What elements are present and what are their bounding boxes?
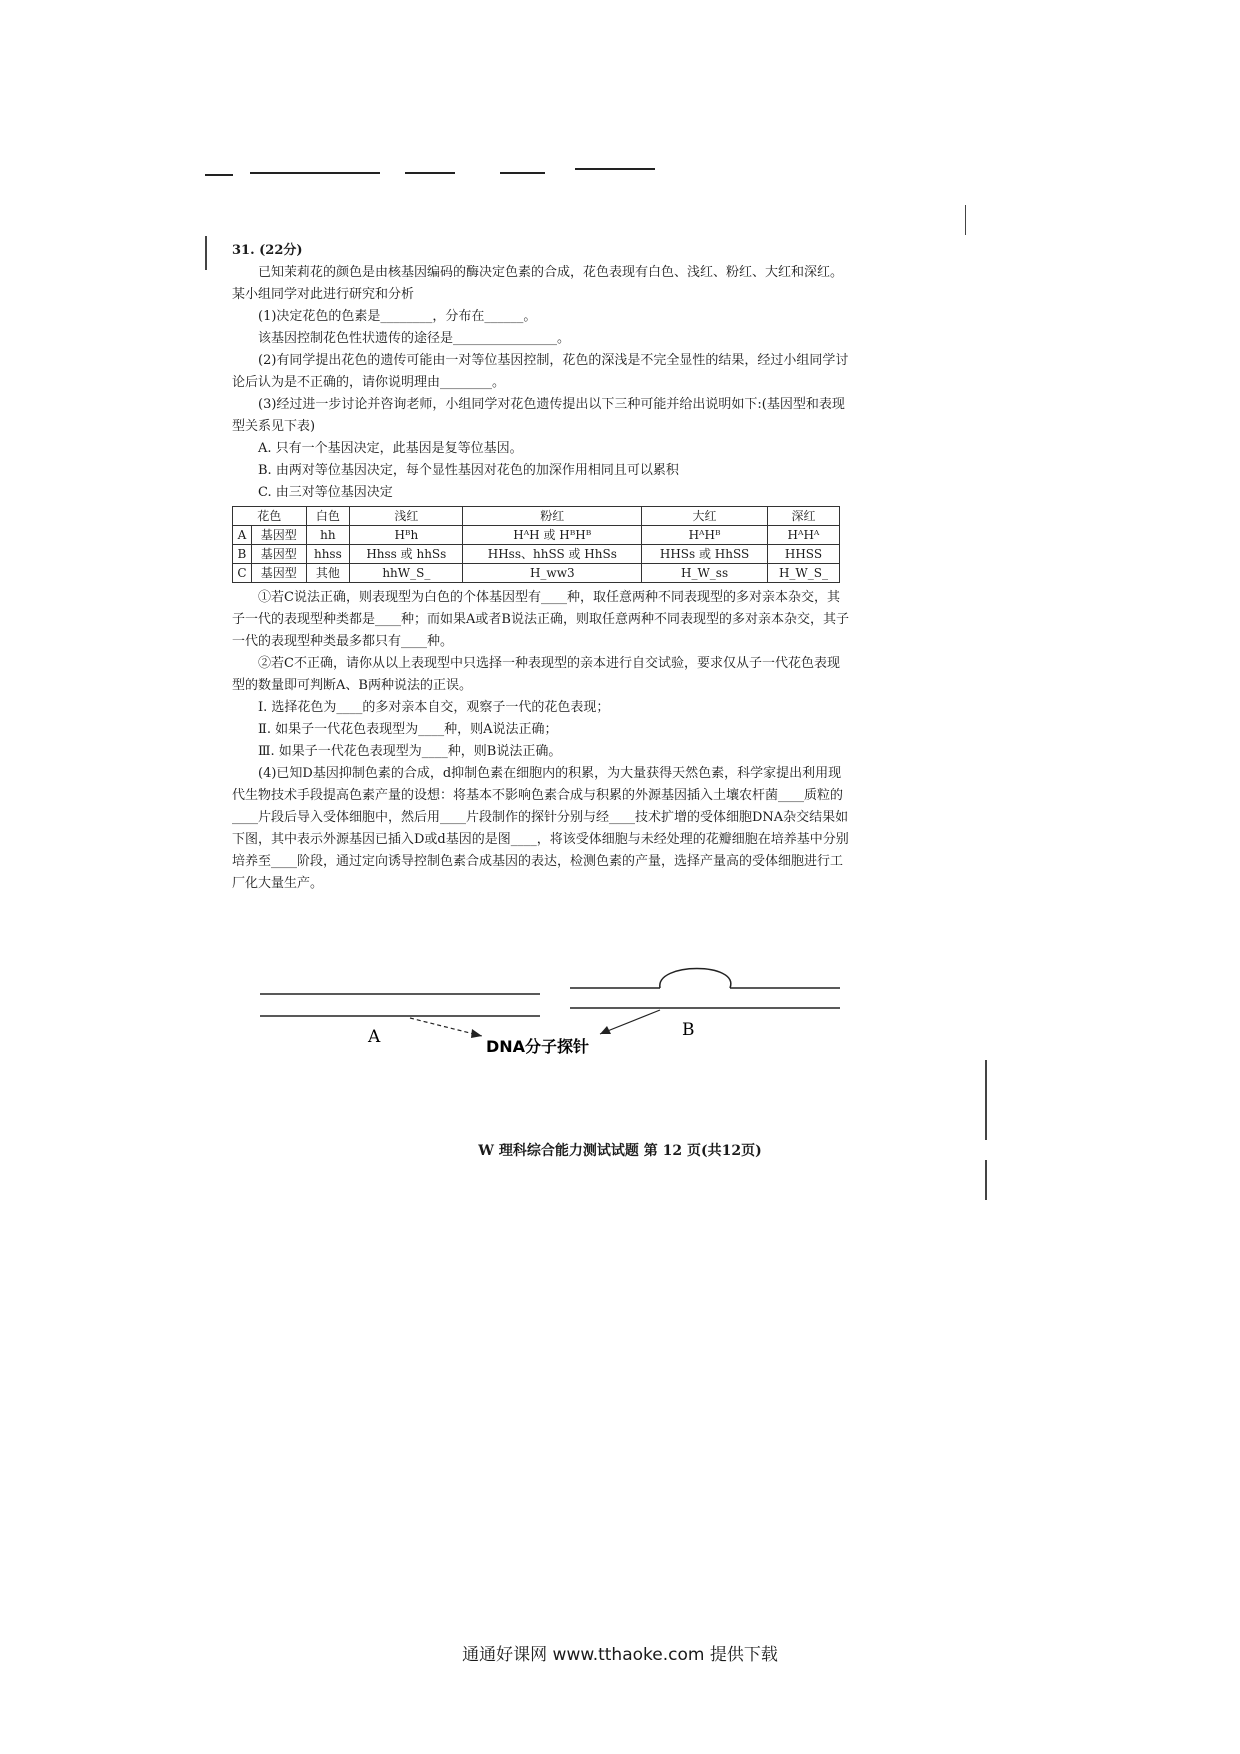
part-4: (4)已知D基因抑制色素的合成，d抑制色素在细胞内的积累，为大量获得天然色素，科学家提出利用现代生物技术手段提高色素产量的设想：将基本不影响色素合成与积累的外源基因插入土壤农杆菌____质粒的____片段后导入受体细胞中，然后用____片段制作的探针分别与经____技术扩增的受体细胞DNA杂交结果如下图，其中表示外源基因已插入D或d基因的是图____，将该受体细胞与未经处理的花瓣细胞在培养基中分别培养至____阶段，通过定向诱导控制色素合成基因的表达，检测色素的产量，选择产量高的受体细胞进行工厂化大量生产。 bbox=[232, 766, 849, 891]
table-row bbox=[233, 545, 840, 564]
option-c: C. 由三对等位基因决定 bbox=[258, 485, 393, 500]
scan-mark-right-2 bbox=[985, 1060, 987, 1140]
sub-question-2-iii: Ⅲ. 如果子一代花色表现型为____种，则B说法正确。 bbox=[258, 744, 562, 759]
probe-arrow-a bbox=[410, 1018, 482, 1036]
table-cell: 其他 bbox=[306, 564, 350, 583]
table-cell: B bbox=[233, 545, 252, 564]
option-b: B. 由两对等位基因决定，每个显性基因对花色的加深作用相同且可以累积 bbox=[258, 463, 679, 478]
scan-mark-top-5 bbox=[575, 168, 655, 170]
sub-question-1: ①若C说法正确，则表现型为白色的个体基因型有____种，取任意两种不同表现型的多对亲本杂交，其子一代的表现型种类都是____种；而如果A或者B说法正确，则取任意两种不同表现型的多对亲本杂交，其子一代的表现型种类最多都只有____种。 bbox=[232, 590, 849, 649]
table-cell: C bbox=[233, 564, 252, 583]
table-cell: hhss bbox=[306, 545, 350, 564]
label-a: A bbox=[368, 1027, 381, 1047]
site-credit: 通通好课网 www.tthaoke.com 提供下载 bbox=[462, 1645, 778, 1665]
table-cell: 基因型 bbox=[251, 564, 306, 583]
scan-mark-right-1 bbox=[965, 205, 966, 235]
scan-mark-top-1 bbox=[205, 174, 233, 176]
part-1a: (1)决定花色的色素是________，分布在______。 bbox=[258, 309, 537, 324]
probe-arrowhead-a bbox=[471, 1029, 482, 1038]
table-cell: Hhss 或 hhSs bbox=[350, 545, 463, 564]
table-cell: 基因型 bbox=[251, 545, 306, 564]
sub-question-2-ii: Ⅱ. 如果子一代花色表现型为____种，则A说法正确； bbox=[258, 722, 558, 737]
part-1b: 该基因控制花色性状遗传的途径是________________。 bbox=[258, 331, 571, 346]
scan-mark-right-3 bbox=[985, 1160, 987, 1200]
table-header-cell: 大红 bbox=[642, 507, 768, 526]
probe-label: DNA分子探针 bbox=[486, 1037, 590, 1056]
dna-b-loop bbox=[660, 969, 731, 989]
table-header-cell: 花色 bbox=[233, 507, 307, 526]
dna-probe-diagram bbox=[250, 960, 870, 1070]
question-31 bbox=[232, 240, 852, 895]
table-header-cell: 粉红 bbox=[463, 507, 642, 526]
scan-mark-top-3 bbox=[405, 172, 455, 174]
part-3: (3)经过进一步讨论并咨询老师，小组同学对花色遗传提出以下三种可能并给出说明如下:(基因型和表现型关系见下表) bbox=[232, 397, 845, 434]
table-cell: 基因型 bbox=[251, 526, 306, 545]
table-cell: H_W_ss bbox=[642, 564, 768, 583]
table-cell: H_ww3 bbox=[463, 564, 642, 583]
sub-question-2-i: Ⅰ. 选择花色为____的多对亲本自交，观察子一代的花色表现； bbox=[258, 700, 610, 715]
table-cell: HᴬHᴮ bbox=[642, 526, 768, 545]
table-cell: hhW_S_ bbox=[350, 564, 463, 583]
table-cell: A bbox=[233, 526, 252, 545]
diagram-svg bbox=[250, 960, 870, 1070]
sub-question-2: ②若C不正确，请你从以上表现型中只选择一种表现型的亲本进行自交试验，要求仅从子一代花色表现型的数量即可判断A、B两种说法的正误。 bbox=[232, 656, 840, 693]
table-cell: HᴬHᴬ bbox=[767, 526, 839, 545]
table-header-cell: 白色 bbox=[306, 507, 350, 526]
table-header-cell: 浅红 bbox=[350, 507, 463, 526]
table-cell: Hᴮh bbox=[350, 526, 463, 545]
option-a: A. 只有一个基因决定，此基因是复等位基因。 bbox=[258, 441, 523, 456]
scan-mark-top-4 bbox=[500, 172, 545, 174]
genotype-table bbox=[232, 506, 840, 583]
page-footer: W 理科综合能力测试试题 第 12 页(共12页) bbox=[478, 1143, 762, 1159]
table-cell: hh bbox=[306, 526, 350, 545]
table-cell: HᴬH 或 HᴮHᴮ bbox=[463, 526, 642, 545]
table-header-cell: 深红 bbox=[767, 507, 839, 526]
scan-mark-top-2 bbox=[250, 172, 380, 174]
table-header-row bbox=[233, 507, 840, 526]
table-cell: HHSs 或 HhSS bbox=[642, 545, 768, 564]
question-intro: 已知茉莉花的颜色是由核基因编码的酶决定色素的合成，花色表现有白色、浅红、粉红、大红和深红。某小组同学对此进行研究和分析 bbox=[232, 265, 844, 302]
table-row bbox=[233, 526, 840, 545]
table-row bbox=[233, 564, 840, 583]
label-b: B bbox=[682, 1020, 695, 1040]
table-cell: HHSS bbox=[767, 545, 839, 564]
table-cell: HHss、hhSS 或 HhSs bbox=[463, 545, 642, 564]
part-2: (2)有同学提出花色的遗传可能由一对等位基因控制，花色的深浅是不完全显性的结果，经过小组同学讨论后认为是不正确的，请你说明理由________。 bbox=[232, 353, 849, 390]
question-number: 31. (22分) bbox=[232, 243, 303, 258]
scan-mark-left bbox=[205, 236, 207, 270]
table-cell: H_W_S_ bbox=[767, 564, 839, 583]
